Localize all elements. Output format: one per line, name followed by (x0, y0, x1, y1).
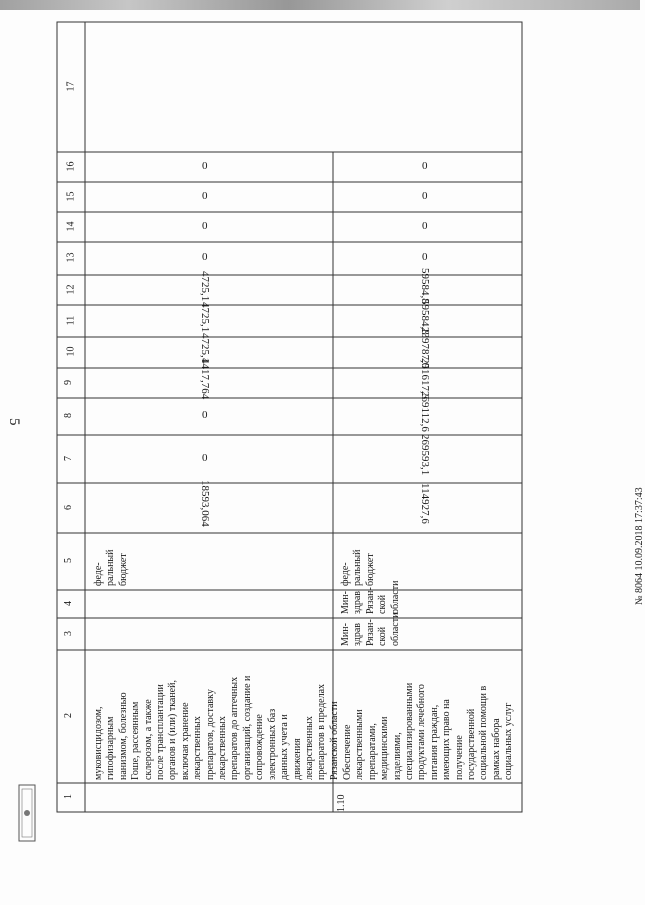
cell-line: препаратами, (366, 723, 378, 780)
column-header-10: 10 (65, 346, 77, 357)
cell-line: специализированными (404, 682, 416, 780)
cell-line: бюджет (364, 553, 376, 586)
row2-executor (340, 613, 402, 646)
row1-value-c9: 4417,764 (199, 358, 211, 400)
cell-line: бюджет (117, 553, 129, 586)
notary-stamp-icon (18, 785, 36, 841)
cell-line: склерозом, а также (142, 699, 154, 780)
column-header-17: 17 (65, 81, 77, 92)
cell-line: лекарственных (303, 716, 315, 780)
cell-line: организаций, создание и (241, 675, 253, 780)
cell-line: Мин- (340, 623, 351, 646)
row2-zero-c16: 0 (422, 160, 428, 172)
column-header-11: 11 (65, 315, 77, 326)
column-header-14: 14 (65, 221, 77, 232)
cell-line: Обеспечение (342, 724, 353, 780)
cell-line: препаратов в пределах (316, 683, 328, 780)
cell-line: питания граждан, (428, 704, 440, 780)
row1-funding-source (93, 550, 130, 587)
row1-zero-c8: 0 (202, 409, 208, 421)
column-header-9: 9 (63, 380, 74, 385)
cell-line: феде- (340, 562, 351, 586)
column-header-1: 1 (63, 794, 74, 799)
row1-value-c12: 4725,1 (199, 271, 211, 302)
row2-zero-c13: 0 (422, 251, 428, 263)
row2-value-c10: 239787,0 (419, 327, 431, 369)
cell-line: гипофизарным (105, 716, 117, 780)
row2-value-c7: 269593,1 (419, 434, 431, 476)
column-header-6: 6 (63, 505, 74, 510)
cell-line: движения (291, 738, 303, 780)
cell-line: препаратов, доставку (204, 689, 216, 780)
column-header-3: 3 (63, 631, 74, 636)
cell-line: сопровождение (254, 714, 266, 780)
cell-line: муковисцидозом, (93, 706, 104, 780)
row2-value-c8: 269112,6 (419, 391, 431, 433)
row2-number: 1.10 (336, 794, 347, 812)
column-header-2: 2 (63, 713, 74, 718)
cell-line: государственной (466, 708, 478, 780)
row1-value-c6: 18593,064 (199, 480, 211, 527)
cell-line: Мин- (340, 591, 351, 614)
row2-value-c11: 59584,8 (419, 299, 431, 336)
cell-line: ральный (105, 549, 117, 586)
cell-line: препаратов до аптечных (229, 676, 241, 780)
cell-line: ральный (352, 549, 364, 586)
cell-line: Рязан- (364, 619, 376, 646)
row1-value-c10: 4725,1 (199, 333, 211, 364)
row1-zero-c13: 0 (202, 251, 208, 263)
column-header-4: 4 (63, 601, 74, 606)
row1-zero-c16: 0 (202, 160, 208, 172)
cell-line: социальной помощи в (478, 685, 490, 780)
row1-value-c11: 4725,1 (199, 302, 211, 333)
row2-zero-c14: 0 (422, 220, 428, 232)
row1-zero-c15: 0 (202, 190, 208, 202)
page-number: 5 (6, 418, 22, 426)
column-header-8: 8 (63, 413, 74, 418)
row1-zero-c14: 0 (202, 220, 208, 232)
cell-line: после трансплантации (155, 684, 167, 780)
column-header-13: 13 (65, 252, 77, 263)
cell-line: включая хранение (179, 702, 191, 780)
cell-line: медицинскими (379, 716, 391, 780)
column-header-12: 12 (65, 284, 77, 295)
cell-line: здрав (352, 590, 364, 614)
cell-line: Гоше, рассеянным (130, 701, 142, 780)
cell-line: лекарственных (217, 716, 229, 780)
column-header-7: 7 (63, 456, 74, 461)
cell-line: данных учета и (279, 714, 291, 780)
row1-zero-c7: 0 (202, 452, 208, 464)
cell-line: имеющих право на (441, 699, 453, 780)
cell-line: изделиями, (391, 732, 403, 780)
row2-zero-c15: 0 (422, 190, 428, 202)
cell-line: феде- (93, 562, 104, 586)
cell-line: ской (377, 626, 389, 646)
column-header-16: 16 (65, 161, 77, 172)
column-header-15: 15 (65, 191, 77, 202)
cell-line: продуктами лечебного (416, 684, 428, 780)
cell-line: рамках набора (490, 718, 502, 780)
row2-value-c9: 251617,3 (419, 358, 431, 400)
cell-line: получение (453, 735, 465, 780)
cell-line: нанизмом, болезнью (117, 692, 129, 780)
cell-line: области (389, 580, 401, 614)
row2-funding-source (340, 550, 377, 587)
cell-line: здрав (352, 622, 364, 646)
column-header-5: 5 (63, 558, 74, 563)
cell-line: электронных баз (266, 708, 278, 780)
cell-line: ской (377, 594, 389, 614)
cell-line: Рязан- (364, 587, 376, 614)
row1-description (93, 676, 341, 780)
row2-value-c12: 59584,8 (419, 268, 431, 305)
cell-line: области (389, 612, 401, 646)
cell-line: социальных услуг (503, 702, 515, 780)
cell-line: Рязанской области (328, 701, 340, 780)
cell-line: органов и (или) тканей, (167, 680, 179, 780)
cell-line: лекарственных (192, 716, 204, 780)
cell-line: лекарственными (354, 709, 366, 780)
row2-description (342, 683, 516, 780)
row2-value-c6: 114927,6 (419, 483, 431, 525)
registration-stamp: № 8064 10.09.2018 17:37:43 (634, 487, 645, 605)
